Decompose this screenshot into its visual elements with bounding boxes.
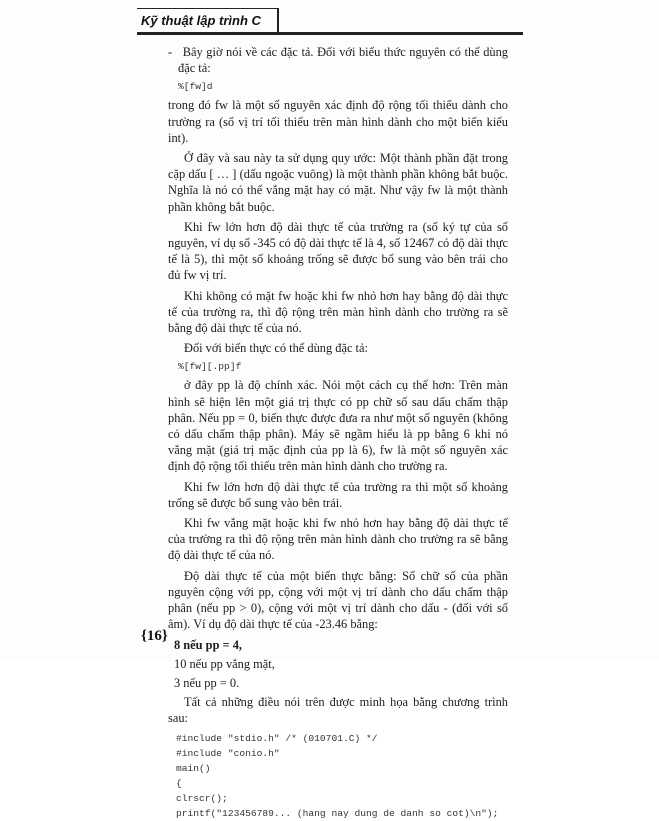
bullet-paragraph: - Bây giờ nói về các đặc tả. Đối với biểu thức nguyên có thể dùng đặc tả:: [168, 45, 508, 76]
list-item: 10 nếu pp vắng mặt,: [174, 656, 275, 671]
paragraph: trong đó fw là một số nguyên xác định độ rộng tối thiểu dành cho trường ra (số vị trí tối thiểu trên màn hình dành cho một biến kiểu int).: [168, 98, 508, 145]
page-body: [168, 44, 508, 821]
page-number: {16}: [141, 628, 168, 644]
code-line: #include "conio.h": [176, 747, 280, 759]
paragraph-text: Bây giờ nói về các đặc tả. Đối với biểu thức nguyên có thể dùng đặc tả:: [178, 45, 508, 76]
header-title: Kỹ thuật lập trình C: [141, 13, 261, 28]
paragraph: Độ dài thực tế của một biến thực bằng: Số chữ số của phần nguyên cộng với pp, cộng với một vị trí dành cho dấu chấm thập phân (nếu pp > 0), cộng với một vị trí dành cho dấu - (đối với số âm). Ví dụ độ dài thực tế của -23.46 bằng:: [168, 568, 508, 632]
paragraph: Khi fw vắng mặt hoặc khi fw nhỏ hơn hay bằng độ dài thực tế của trường ra thì độ rộng trên màn hình dành cho trường ra sẽ bằng độ dài thực tế của nó.: [168, 516, 508, 563]
code-listing: [168, 731, 508, 821]
paragraph: Khi không có mặt fw hoặc khi fw nhỏ hơn hay bằng độ dài thực tế của trường ra, thì độ rộng trên màn hình dành cho trường ra sẽ bằng độ dài thực tế của nó.: [168, 288, 508, 336]
list-item: 3 nếu pp = 0.: [174, 675, 240, 690]
paragraph: ở đây pp là độ chính xác. Nói một cách cụ thể hơn: Trên màn hình sẽ hiện lên một giá trị thực có pp chữ số sau dấu chấm thập phân. Nếu pp = 0, biến thực được đưa ra như một số nguyên (không có dấu chấm thập phân). Máy sẽ ngầm hiểu là pp bằng 6 khi nó vắng mặt (giá trị mặc định của pp là 6), fw là một số nguyên xác định độ rộng tối thiểu trên màn hình dành cho trường ra.: [168, 378, 508, 474]
code-line: {: [176, 777, 182, 789]
code-line: clrscr();: [176, 792, 228, 804]
paragraph: Ở đây và sau này ta sử dụng quy ước: Một thành phần đặt trong cặp dấu [ … ] (dấu ngoặc vuông) là một thành phần không bắt buộc. Nghĩa là nó có thể vắng mặt hay có mặt. Như vậy fw là một thành phần không bắt buộc.: [168, 151, 508, 214]
format-spec-int: %[fw]d: [178, 81, 213, 93]
header-rule-thin: [137, 34, 523, 35]
code-line: printf("123456789... (hang nay dung de danh so cot)\n");: [176, 807, 499, 819]
format-spec-float: %[fw][.pp]f: [178, 361, 242, 373]
paragraph: Đối với biến thực có thể dùng đặc tả:: [184, 341, 368, 356]
paragraph: Khi fw lớn hơn độ dài thực tế của trường ra thì một số khoảng trống sẽ được bổ sung vào bên trái.: [168, 479, 508, 510]
code-line: #include "stdio.h" /* (010701.C) */: [176, 732, 378, 744]
paragraph: Tất cả những điều nói trên được minh họa bằng chương trình sau:: [168, 695, 508, 726]
running-header: [137, 8, 523, 36]
paragraph: Khi fw lớn hơn độ dài thực tế của trường ra (số ký tự của số nguyên, ví dụ số -345 có độ dài thực tế là 4, số 12467 có độ dài thực tế là 5), thì một số khoảng trống sẽ được bổ sung vào bên trái cho đủ fw vị trí.: [168, 219, 508, 283]
list-item: 8 nếu pp = 4,: [174, 637, 243, 652]
code-line: main(): [176, 762, 211, 774]
